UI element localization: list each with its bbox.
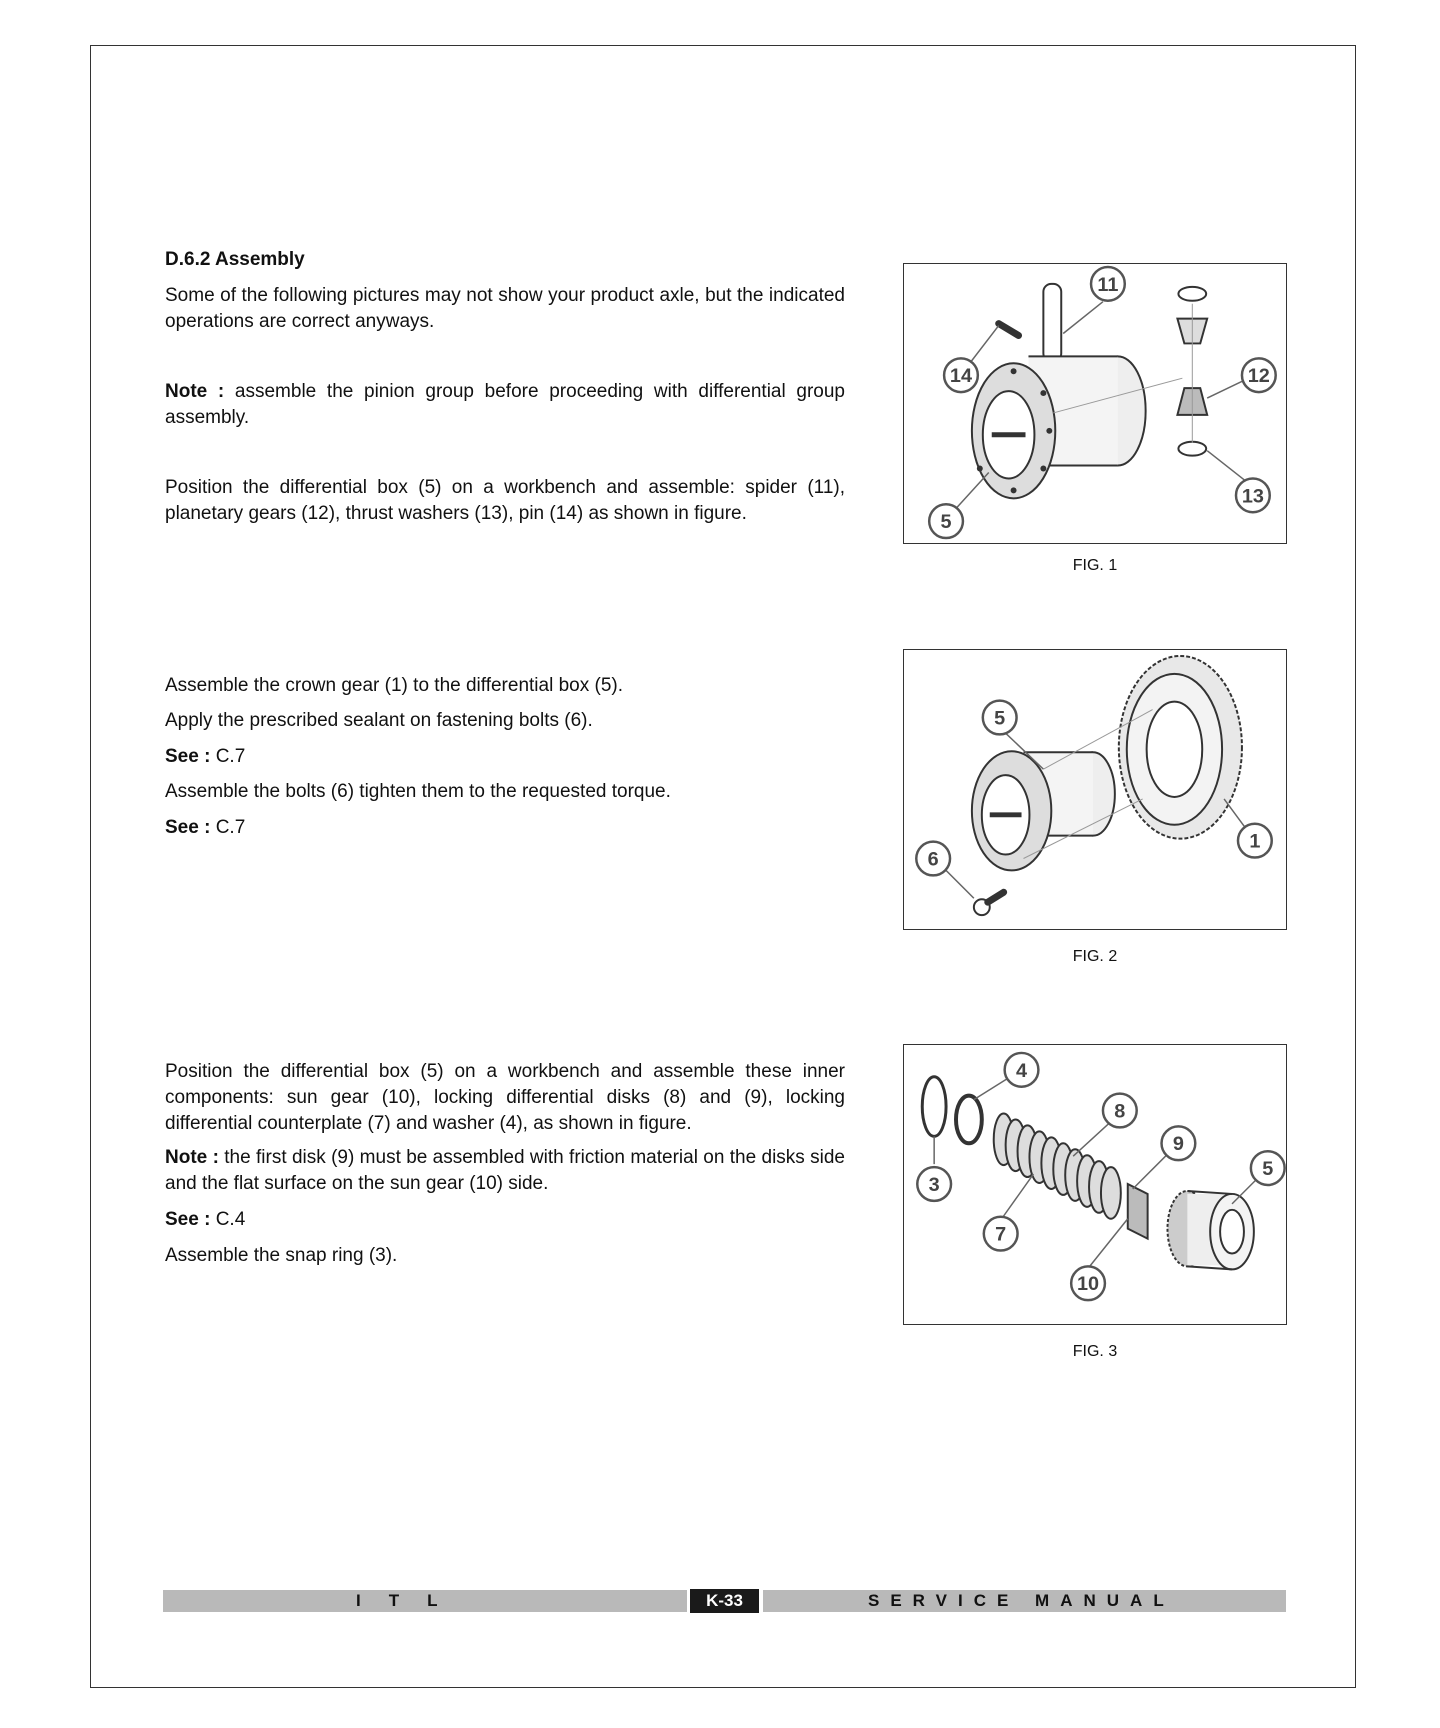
callout-1	[1238, 824, 1272, 858]
svg-text:8: 8	[1114, 1100, 1126, 1123]
svg-text:3: 3	[928, 1173, 940, 1196]
fig2-drawing	[904, 650, 1286, 929]
svg-text:6: 6	[927, 848, 939, 871]
sun-gear-shape	[1128, 1184, 1148, 1239]
callout-13	[1236, 478, 1270, 512]
see-label: See :	[165, 817, 211, 838]
svg-text:1: 1	[1249, 830, 1261, 853]
svg-text:5: 5	[1262, 1158, 1274, 1181]
figure-1	[903, 263, 1287, 544]
step2-line2: Apply the prescribed sealant on fastening bolts (6).	[165, 710, 593, 731]
see-ref: C.4	[210, 1209, 246, 1230]
step2-line3: Assemble the bolts (6) tighten them to the requested torque.	[165, 781, 671, 802]
svg-text:14: 14	[949, 365, 972, 388]
callout-8	[1103, 1094, 1137, 1128]
step2-see2	[165, 815, 845, 841]
callout-14	[944, 358, 978, 392]
callout-5	[1251, 1151, 1285, 1185]
see-ref: C.7	[210, 817, 246, 838]
step2-line1: Assemble the crown gear (1) to the differential box (5).	[165, 675, 623, 696]
intro-paragraph: Some of the following pictures may not show your product axle, but the indicated operations are correct anyways.	[165, 285, 845, 332]
svg-text:5: 5	[940, 511, 952, 534]
fig3-drawing	[904, 1045, 1286, 1324]
fig1-caption: FIG. 1	[1072, 557, 1118, 574]
footer-brand: ITL	[356, 1591, 466, 1610]
note-text: assemble the pinion group before proceeding with differential group assembly.	[165, 381, 845, 428]
step3-note	[165, 1145, 845, 1197]
callout-10	[1071, 1266, 1105, 1300]
snap-ring-shape	[922, 1077, 946, 1137]
fig2-caption: FIG. 2	[1072, 948, 1118, 965]
fig3-caption: FIG. 3	[1072, 1343, 1118, 1360]
note-label: Note :	[165, 381, 225, 402]
svg-text:10: 10	[1077, 1273, 1100, 1296]
note-label: Note :	[165, 1147, 219, 1168]
step2-see1	[165, 744, 845, 770]
callout-5	[929, 504, 963, 538]
svg-text:4: 4	[1016, 1059, 1028, 1082]
callout-11	[1091, 267, 1125, 301]
callout-5	[983, 701, 1017, 735]
svg-text:13: 13	[1241, 485, 1264, 508]
note-pinion-paragraph	[165, 379, 845, 431]
step3-see	[165, 1207, 845, 1233]
figure-3	[903, 1044, 1287, 1325]
callout-12	[1242, 358, 1276, 392]
see-label: See :	[165, 746, 211, 767]
svg-text:12: 12	[1247, 365, 1270, 388]
callout-6	[916, 842, 950, 876]
roll-pin-shape	[999, 324, 1019, 336]
see-label: See :	[165, 1209, 211, 1230]
spider-pin-shape	[1043, 284, 1061, 361]
figure-2	[903, 649, 1287, 930]
callout-9	[1162, 1126, 1196, 1160]
washer-shape	[956, 1096, 982, 1144]
note-text: the first disk (9) must be assembled with friction material on the disks side and the flat surface on the sun gear (10) side.	[165, 1147, 846, 1194]
callout-7	[984, 1217, 1018, 1251]
section-heading: D.6.2 Assembly	[165, 249, 305, 270]
callout-4	[1005, 1053, 1039, 1087]
svg-text:5: 5	[994, 707, 1006, 730]
footer-title: SERVICE MANUAL	[868, 1591, 1175, 1610]
step1-paragraph: Position the differential box (5) on a workbench and assemble: spider (11), planetary gears (12), thrust washers (13), pin (14) as shown in figure.	[165, 477, 845, 524]
callout-3	[917, 1167, 951, 1201]
fig1-drawing	[904, 264, 1286, 543]
see-ref: C.7	[210, 746, 246, 767]
svg-text:11: 11	[1097, 273, 1119, 296]
svg-text:7: 7	[995, 1223, 1007, 1246]
svg-text:9: 9	[1172, 1133, 1184, 1156]
step3-paragraph: Position the differential box (5) on a workbench and assemble these inner components: sun gear (10), locking differential disks (8) and (9), locking differential counterplate (7) and washer (4), as shown in figure.	[165, 1061, 845, 1134]
page-number: K-33	[690, 1589, 759, 1613]
step3-last-line: Assemble the snap ring (3).	[165, 1245, 398, 1266]
